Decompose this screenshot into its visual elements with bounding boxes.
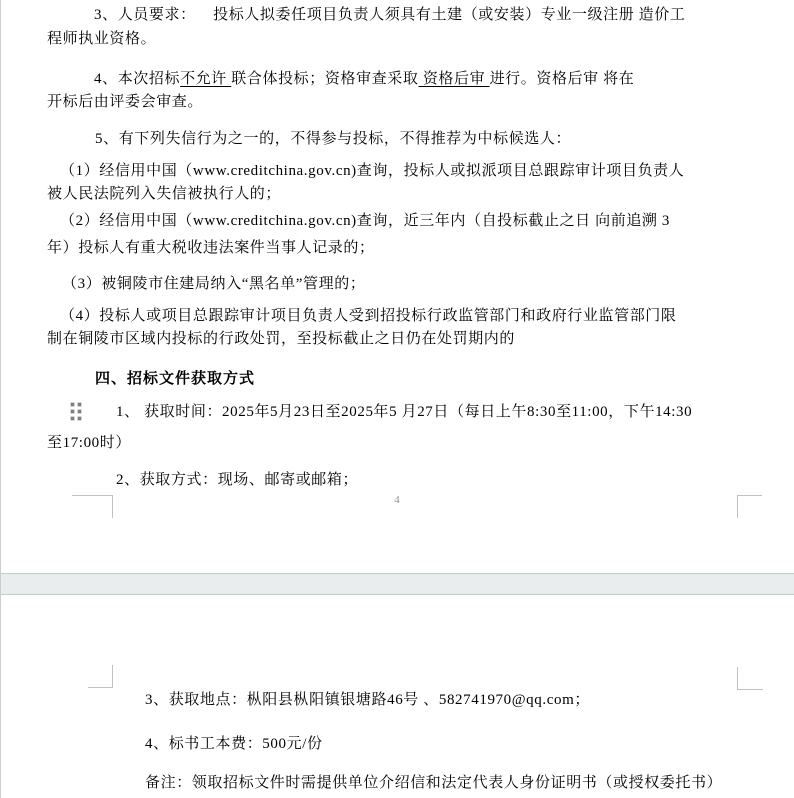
text-line[interactable] <box>47 186 281 203</box>
body-text: 开标后由评委会审查。 <box>47 94 204 110</box>
text-line[interactable] <box>145 775 722 792</box>
text-line[interactable] <box>95 370 255 388</box>
page-gap <box>0 573 794 595</box>
page-number: 4 <box>394 494 400 506</box>
underlined-text: 资格后审 <box>418 71 490 87</box>
text-line[interactable] <box>47 240 375 257</box>
body-text: 1、 获取时间：2025年5月23日至2025年5 月27日（每日上午8:30至11:00，下午14:30 <box>116 404 693 420</box>
body-text: 程师执业资格。 <box>47 31 157 47</box>
text-line[interactable] <box>95 131 571 148</box>
body-text: 3、获取地点：枞阳县枞阳镇银塘路46号 、582741970@qq.com； <box>145 692 590 708</box>
text-line[interactable] <box>145 736 323 753</box>
body-text: 制在铜陵市区域内投标的行政处罚，至投标截止之日仍在处罚期内的 <box>47 331 516 347</box>
crop-mark-bottom-right-h <box>737 495 762 496</box>
body-text: 5、有下列失信行为之一的，不得参与投标，不得推荐为中标候选人： <box>95 131 572 147</box>
drag-handle-icon[interactable] <box>71 403 81 420</box>
body-text: 至17:00时） <box>47 435 131 451</box>
page-left-edge <box>0 0 1 798</box>
body-text: 2、获取方式：现场、邮寄或邮箱； <box>116 472 359 488</box>
body-text: （3）被铜陵市住建局纳入“黑名单”管理的； <box>62 276 366 292</box>
underlined-text: 不允许 <box>180 71 232 87</box>
heading-text: 四、招标文件获取方式 <box>95 370 256 387</box>
text-line[interactable] <box>94 7 685 24</box>
text-line[interactable] <box>116 404 692 421</box>
body-text: 被人民法院列入失信被执行人的； <box>47 186 282 202</box>
crop-mark-top-right-h <box>737 689 763 690</box>
text-line[interactable] <box>47 94 203 111</box>
body-text: （4）投标人或项目总跟踪审计项目负责人受到招投标行政监管部门和政府行业监管部门限 <box>60 308 677 324</box>
text-line[interactable] <box>116 472 358 489</box>
text-line[interactable] <box>62 276 365 293</box>
text-line[interactable] <box>145 692 590 709</box>
text-line[interactable] <box>47 31 156 48</box>
crop-mark-bottom-left-v <box>112 495 113 518</box>
text-line[interactable] <box>60 308 677 325</box>
text-line[interactable] <box>60 163 684 180</box>
crop-mark-bottom-right-v <box>737 495 738 518</box>
body-text: 联合体投标；资格审查采取 <box>231 71 419 87</box>
crop-mark-top-left-h <box>88 687 113 688</box>
body-text: （2）经信用中国（www.creditchina.gov.cn)查询，近三年内（自投标截止之日 向前追溯 3 <box>60 213 670 229</box>
body-text: 进行。资格后审 将在 <box>489 71 635 87</box>
body-text: 年）投标人有重大税收违法案件当事人记录的； <box>47 240 375 256</box>
text-line[interactable] <box>47 435 131 452</box>
crop-mark-top-left-v <box>112 665 113 688</box>
text-line[interactable] <box>94 71 634 88</box>
text-line[interactable] <box>47 331 515 348</box>
crop-mark-top-right-v <box>737 667 738 690</box>
body-text: 3、人员要求： 投标人拟委任项目负责人须具有土建（或安装）专业一级注册 造价工 <box>94 7 686 23</box>
body-text: （1）经信用中国（www.creditchina.gov.cn)查询，投标人或拟派项目总跟踪审计项目负责人 <box>60 163 685 179</box>
body-text: 4、标书工本费：500元/份 <box>145 736 323 752</box>
text-line[interactable] <box>60 213 670 230</box>
crop-mark-bottom-left-h <box>72 495 113 496</box>
body-text: 备注：领取招标文件时需提供单位介绍信和法定代表人身份证明书（或授权委托书） <box>145 775 723 791</box>
body-text: 4、本次招标 <box>94 71 181 87</box>
